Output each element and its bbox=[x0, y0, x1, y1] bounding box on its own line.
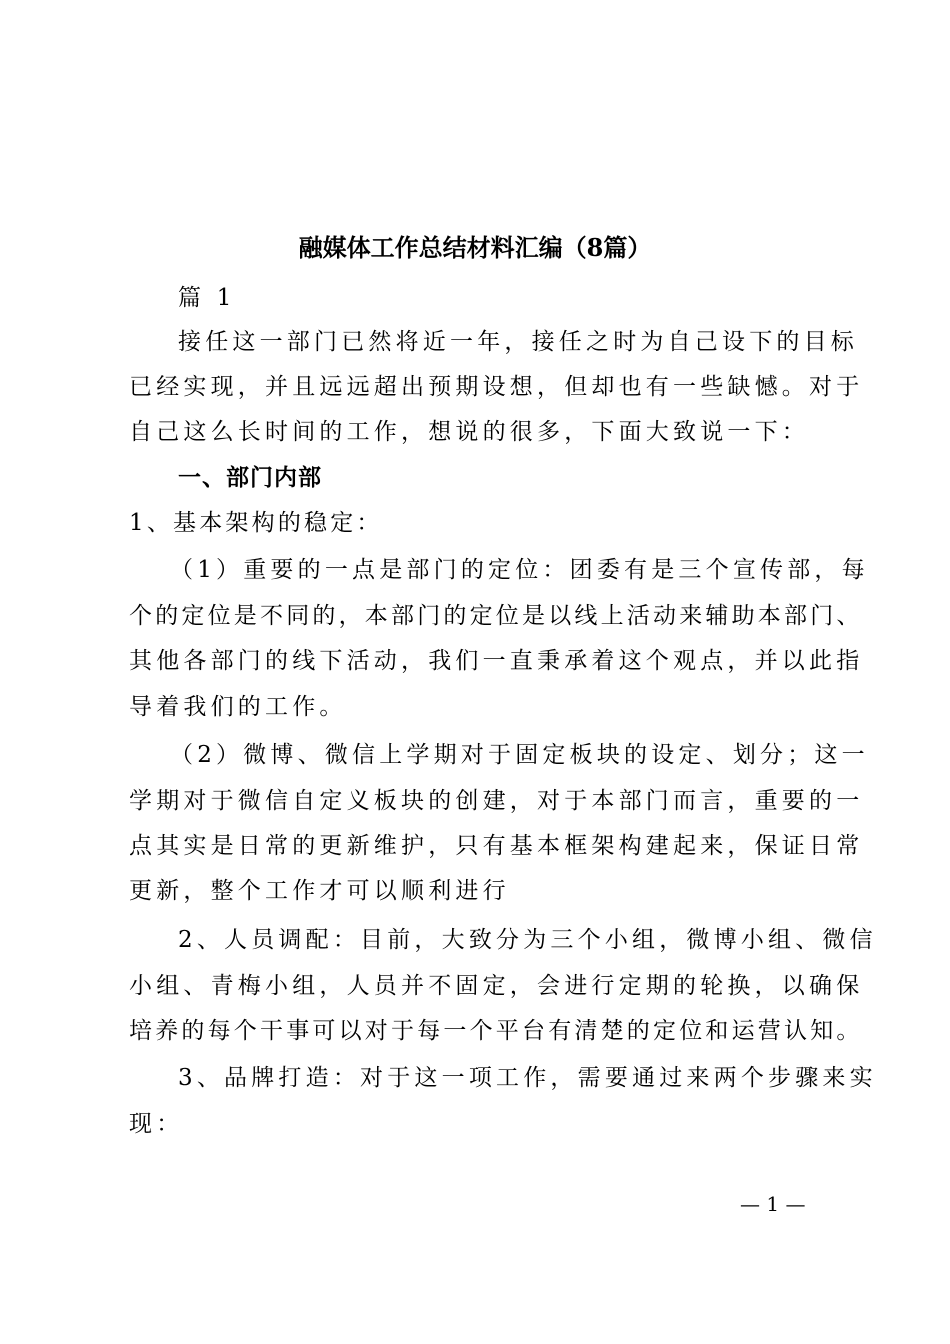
paragraph-line: 个的定位是不同的，本部门的定位是以线上活动来辅助本部门、 bbox=[129, 603, 863, 629]
paragraph-line: 已经实现，并且远远超出预期设想，但却也有一些缺憾。对于 bbox=[129, 374, 864, 400]
paragraph-line: 点其实是日常的更新维护，只有基本框架构建起来，保证日常 bbox=[129, 833, 864, 859]
paragraph-line: （1）重要的一点是部门的定位：团委有是三个宣传部，每 bbox=[170, 557, 869, 583]
section-heading: 一、部门内部 bbox=[178, 465, 322, 491]
item-1-heading: 1、基本架构的稳定： bbox=[129, 510, 383, 536]
paragraph-line: 接任这一部门已然将近一年，接任之时为自己设下的目标 bbox=[178, 329, 858, 355]
paragraph-line: 现： bbox=[129, 1111, 184, 1137]
chapter-label: 篇 1 bbox=[178, 285, 236, 311]
paragraph-line: 2、人员调配：目前，大致分为三个小组，微博小组、微信 bbox=[178, 927, 877, 953]
paragraph-line: 导着我们的工作。 bbox=[129, 694, 347, 720]
paragraph-line: 自己这么长时间的工作，想说的很多，下面大致说一下： bbox=[129, 419, 809, 445]
paragraph-line: 更新，整个工作才可以顺利进行 bbox=[129, 878, 510, 904]
paragraph-line: 学期对于微信自定义板块的创建，对于本部门而言，重要的一 bbox=[129, 788, 864, 814]
paragraph-line: 小组、青梅小组，人员并不固定，会进行定期的轮换，以确保 bbox=[129, 973, 864, 999]
paragraph-line: （2）微博、微信上学期对于固定板块的设定、划分；这一 bbox=[170, 742, 869, 768]
paragraph-line: 其他各部门的线下活动，我们一直秉承着这个观点，并以此指 bbox=[129, 648, 864, 674]
paragraph-line: 培养的每个干事可以对于每一个平台有清楚的定位和运营认知。 bbox=[129, 1018, 863, 1044]
page-number: — 1 — bbox=[740, 1192, 806, 1216]
paragraph-line: 3、品牌打造：对于这一项工作，需要通过来两个步骤来实 bbox=[178, 1065, 877, 1091]
document-title: 融媒体工作总结材料汇编（8篇） bbox=[298, 233, 652, 262]
